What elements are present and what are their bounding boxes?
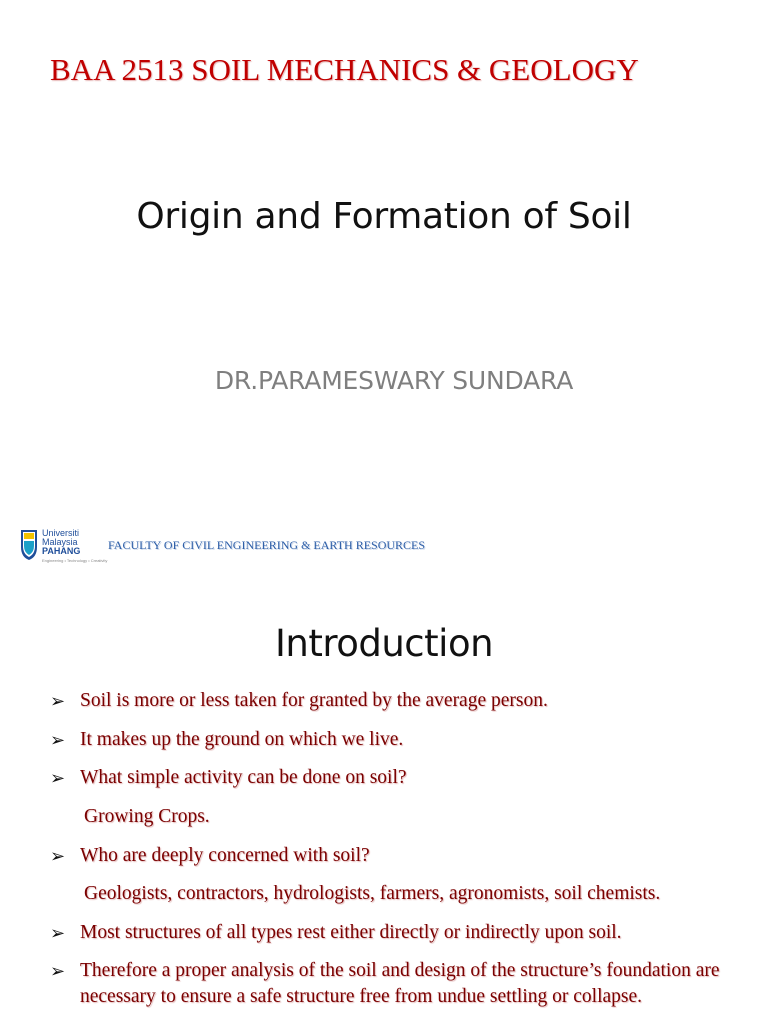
bullet-text: Who are deeply concerned with soil? [80,845,370,866]
university-logo [20,527,108,567]
bullet-text: Soil is more or less taken for granted by the average person. [80,690,548,711]
bullet-arrow-icon: ➢ [50,961,66,981]
bullet-arrow-icon: ➢ [50,691,66,711]
bullet-item [50,843,740,869]
author-name: DR.PARAMESWARY SUNDARA [214,366,574,395]
logo-line-2: Malaysia [42,537,78,547]
logo-wordmark [42,529,80,556]
answer-text: Geologists, contractors, hydrologists, farmers, agronomists, soil chemists. [84,883,661,904]
introduction-slide [0,600,768,1024]
bullet-item [50,958,740,1010]
bullet-text: Therefore a proper analysis of the soil and design of the structure’s foundation are necessary to ensure a safe structure free from undue settling or collapse. [80,960,720,1007]
bullet-item [50,920,740,946]
logo-line-3: PAHANG [42,546,81,556]
bullet-item [50,727,740,753]
slide-title: Origin and Formation of Soil [136,196,632,237]
course-title: BAA 2513 SOIL MECHANICS & GEOLOGY [50,52,639,87]
faculty-name: FACULTY OF CIVIL ENGINEERING & EARTH RESOURCES [108,538,426,552]
bullet-item [50,765,740,791]
bullet-arrow-icon: ➢ [50,846,66,866]
bullet-text: Most structures of all types rest either directly or indirectly upon soil. [80,922,622,943]
bullet-arrow-icon: ➢ [50,923,66,943]
bullet-arrow-icon: ➢ [50,730,66,750]
bullet-item [50,688,740,714]
bullet-arrow-icon: ➢ [50,768,66,788]
bullet-text: It makes up the ground on which we live. [80,729,404,750]
bullet-text: What simple activity can be done on soil? [80,767,407,788]
slide-title: Introduction [274,622,494,665]
logo-tagline: Engineering • Technology • Creativity [42,558,108,563]
university-shield-icon [20,529,38,561]
answer-text: Growing Crops. [84,806,210,827]
logo-line-1: Universiti [42,528,80,538]
